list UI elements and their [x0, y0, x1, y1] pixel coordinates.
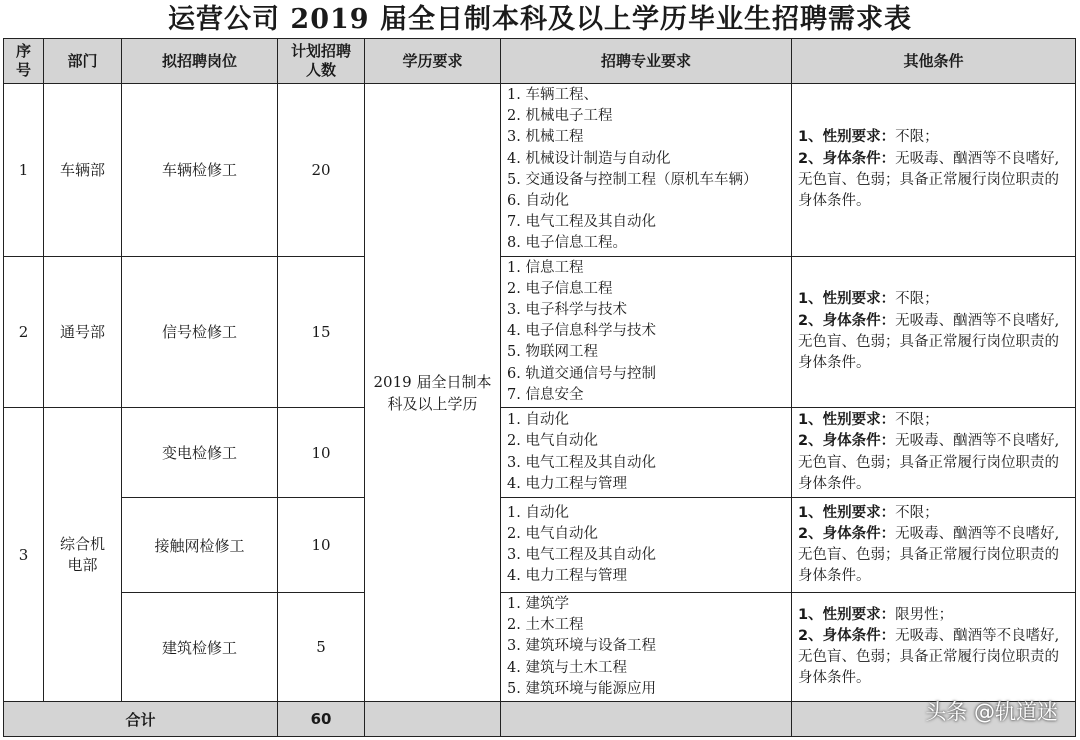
total-empty-cell [365, 702, 501, 737]
body-value: 无吸毒、酗酒等不良嗜好, 无色盲、色弱；具备正常履行岗位职责的身体条件。 [798, 433, 1060, 492]
gender-value: 限男性； [895, 606, 954, 623]
count-cell: 10 [278, 498, 365, 593]
table-row [4, 593, 1076, 702]
major-item: 2. 电子信息工程 [507, 280, 613, 297]
major-item: 5. 建筑环境与能源应用 [507, 680, 656, 697]
major-item: 2. 土木工程 [507, 617, 584, 634]
gender-label: 1、性别要求： [798, 412, 896, 429]
total-value: 60 [278, 702, 365, 737]
header-seq: 序号 [4, 39, 44, 84]
major-item: 2. 机械电子工程 [507, 108, 613, 125]
conditions-cell [792, 593, 1076, 702]
gender-value: 不限； [895, 412, 939, 429]
body-label: 2、身体条件： [798, 312, 896, 329]
count-cell: 10 [278, 408, 365, 498]
seq-cell: 2 [4, 256, 44, 407]
major-item: 6. 轨道交通信号与控制 [507, 365, 656, 382]
gender-label: 1、性别要求： [798, 129, 896, 146]
body-value: 无吸毒、酗酒等不良嗜好, 无色盲、色弱；具备正常履行岗位职责的身体条件。 [798, 525, 1060, 585]
major-item: 2. 电气自动化 [507, 433, 598, 450]
gender-value: 不限； [895, 504, 939, 521]
dept-cell: 车辆部 [44, 84, 122, 257]
major-item: 4. 电力工程与管理 [507, 475, 627, 492]
header-other: 其他条件 [792, 39, 1076, 84]
seq-cell: 1 [4, 84, 44, 257]
major-item: 4. 机械设计制造与自动化 [507, 150, 671, 167]
conditions-cell [792, 256, 1076, 407]
table-row [4, 498, 1076, 593]
major-item: 4. 建筑与土木工程 [507, 659, 627, 676]
gender-value: 不限； [895, 129, 939, 146]
table-row [4, 256, 1076, 407]
major-item: 1. 车辆工程、 [507, 87, 598, 103]
major-item: 3. 电子科学与技术 [507, 302, 627, 319]
total-label: 合计 [4, 702, 278, 737]
table-row [4, 84, 1076, 257]
header-dept: 部门 [44, 39, 122, 84]
major-item: 3. 电气工程及其自动化 [507, 454, 656, 471]
post-cell: 建筑检修工 [122, 593, 278, 702]
post-cell: 信号检修工 [122, 256, 278, 407]
major-item: 4. 电力工程与管理 [507, 568, 627, 585]
gender-value: 不限； [895, 291, 939, 308]
gender-label: 1、性别要求： [798, 504, 896, 521]
post-cell: 车辆检修工 [122, 84, 278, 257]
major-item: 7. 信息安全 [507, 386, 584, 403]
body-label: 2、身体条件： [798, 525, 896, 542]
major-list [501, 498, 792, 593]
header-row [4, 39, 1076, 84]
conditions-cell [792, 408, 1076, 498]
major-item: 4. 电子信息科学与技术 [507, 323, 656, 340]
major-list [501, 408, 792, 498]
body-value: 无吸毒、酗酒等不良嗜好, 无色盲、色弱；具备正常履行岗位职责的身体条件。 [798, 312, 1060, 372]
dept-cell: 综合机电部 [44, 408, 122, 702]
major-item: 3. 机械工程 [507, 129, 584, 146]
major-list [501, 256, 792, 407]
body-value: 无吸毒、酗酒等不良嗜好, 无色盲、色弱；具备正常履行岗位职责的身体条件。 [798, 627, 1060, 687]
dept-cell: 通号部 [44, 256, 122, 407]
page-title: 运营公司 2019 届全日制本科及以上学历毕业生招聘需求表 [168, 4, 912, 35]
total-row [4, 702, 1076, 737]
body-label: 2、身体条件： [798, 627, 896, 644]
major-item: 3. 建筑环境与设备工程 [507, 638, 656, 655]
count-cell: 5 [278, 593, 365, 702]
recruitment-table [3, 38, 1076, 737]
header-post: 拟招聘岗位 [122, 39, 278, 84]
major-list [501, 84, 792, 257]
major-item: 1. 建筑学 [507, 596, 569, 613]
count-cell: 15 [278, 256, 365, 407]
post-cell: 接触网检修工 [122, 498, 278, 593]
watermark: 头条 @轨道迷 [925, 700, 1058, 724]
total-empty-cell [501, 702, 792, 737]
body-label: 2、身体条件： [798, 433, 896, 450]
header-education: 学历要求 [365, 39, 501, 84]
major-item: 8. 电子信息工程。 [507, 235, 627, 252]
seq-cell: 3 [4, 408, 44, 702]
body-value: 无吸毒、酗酒等不良嗜好, 无色盲、色弱；具备正常履行岗位职责的身体条件。 [798, 150, 1060, 210]
header-count: 计划招聘人数 [278, 39, 365, 84]
major-item: 1. 自动化 [507, 412, 569, 429]
major-item: 7. 电气工程及其自动化 [507, 214, 656, 231]
post-cell: 变电检修工 [122, 408, 278, 498]
count-cell: 20 [278, 84, 365, 257]
conditions-cell [792, 498, 1076, 593]
gender-label: 1、性别要求： [798, 291, 896, 308]
table-row [4, 408, 1076, 498]
major-item: 5. 交通设备与控制工程（原机车车辆） [507, 171, 758, 188]
major-item: 1. 信息工程 [507, 259, 584, 276]
major-list [501, 593, 792, 702]
major-item: 5. 物联网工程 [507, 344, 598, 361]
major-item: 3. 电气工程及其自动化 [507, 547, 656, 564]
major-item: 6. 自动化 [507, 193, 569, 210]
gender-label: 1、性别要求： [798, 606, 896, 623]
major-item: 1. 自动化 [507, 504, 569, 521]
education-cell: 2019 届全日制本科及以上学历 [365, 84, 501, 702]
header-major: 招聘专业要求 [501, 39, 792, 84]
body-label: 2、身体条件： [798, 150, 896, 167]
conditions-cell [792, 84, 1076, 257]
major-item: 2. 电气自动化 [507, 525, 598, 542]
